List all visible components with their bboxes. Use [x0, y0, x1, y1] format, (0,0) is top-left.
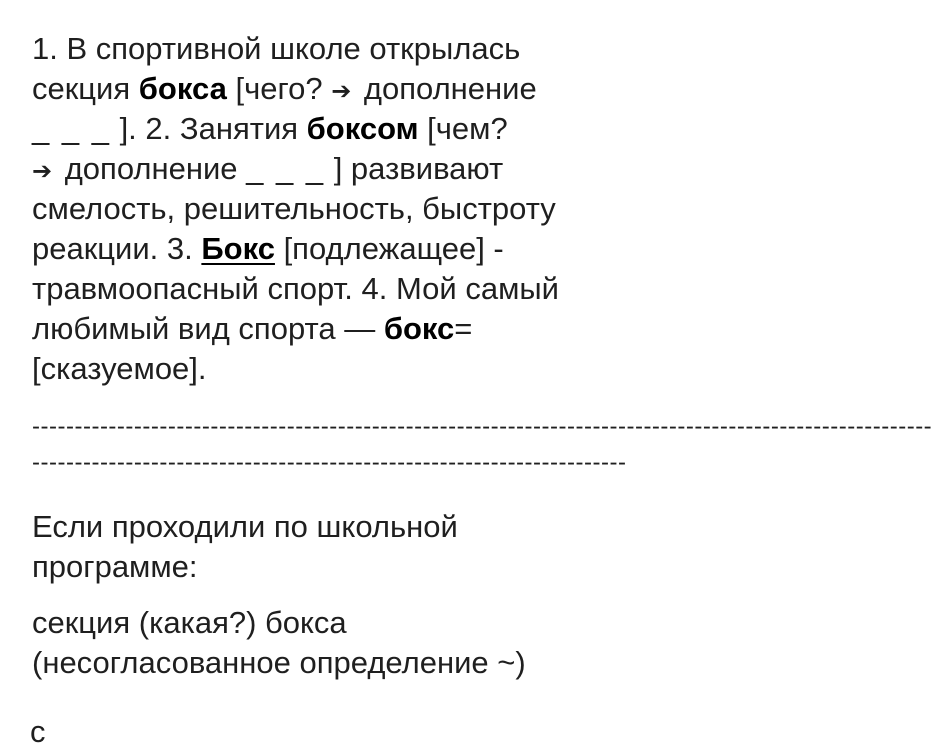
text-line — [32, 109, 702, 149]
text-line — [32, 547, 702, 587]
text-fragment: 1. В спортивной школе открылась — [32, 31, 521, 66]
text-fragment: (несогласованное определение ~) — [32, 645, 526, 680]
text-line — [32, 229, 702, 269]
arrow-right-icon: ➔ — [331, 78, 352, 105]
text-fragment: секция — [32, 71, 139, 106]
sentences-paragraph — [32, 29, 702, 389]
text-fragment: реакции. 3. — [32, 231, 202, 266]
cut-off-text: с — [30, 714, 46, 749]
text-fragment: [сказуемое]. — [32, 351, 207, 386]
definition-paragraph — [32, 603, 702, 683]
text-fragment: дополнение — [56, 151, 247, 186]
text-line — [32, 603, 702, 643]
text-fragment: травмоопасный спорт. 4. Мой самый — [32, 271, 559, 306]
text-line — [32, 149, 702, 189]
dashed-divider — [32, 409, 932, 481]
text-line — [32, 643, 702, 683]
divider-line: ---------------------------------------------------------------------------------------------------------- — [32, 413, 932, 440]
dashed-underline-mark: _ _ _ — [32, 111, 111, 146]
school-program-paragraph — [32, 507, 702, 587]
text-fragment: [чего? — [226, 71, 332, 106]
bold-word: бокса — [138, 71, 227, 106]
text-fragment: программе: — [32, 549, 198, 584]
dashed-underline-mark: _ _ _ — [246, 151, 326, 186]
text-fragment: ]. 2. Занятия — [110, 111, 307, 146]
underlined-subject-word: Бокс — [201, 231, 275, 266]
bold-word: боксом — [306, 111, 419, 146]
text-line — [32, 189, 702, 229]
text-fragment: секция (какая?) бокса — [32, 605, 347, 640]
text-fragment: [чем? — [418, 111, 508, 146]
text-line — [32, 349, 702, 389]
text-fragment: дополнение — [355, 71, 537, 106]
text-line — [32, 29, 702, 69]
text-fragment: смелость, решительность, быстроту — [32, 191, 556, 226]
divider-line: ---------------------------------------------------------------------- — [32, 449, 627, 476]
bold-word: бокс — [383, 311, 455, 346]
text-fragment: ] развивают — [325, 151, 504, 186]
text-line — [32, 507, 702, 547]
text-fragment: любимый вид спорта — — [32, 311, 384, 346]
text-line — [32, 69, 702, 109]
text-fragment: [подлежащее] - — [274, 231, 504, 266]
arrow-right-icon: ➔ — [32, 158, 53, 185]
text-line — [32, 269, 702, 309]
text-line — [32, 309, 702, 349]
text-fragment: Если проходили по школьной — [32, 509, 458, 544]
text-fragment: = — [454, 311, 473, 346]
answer-content — [32, 29, 932, 683]
